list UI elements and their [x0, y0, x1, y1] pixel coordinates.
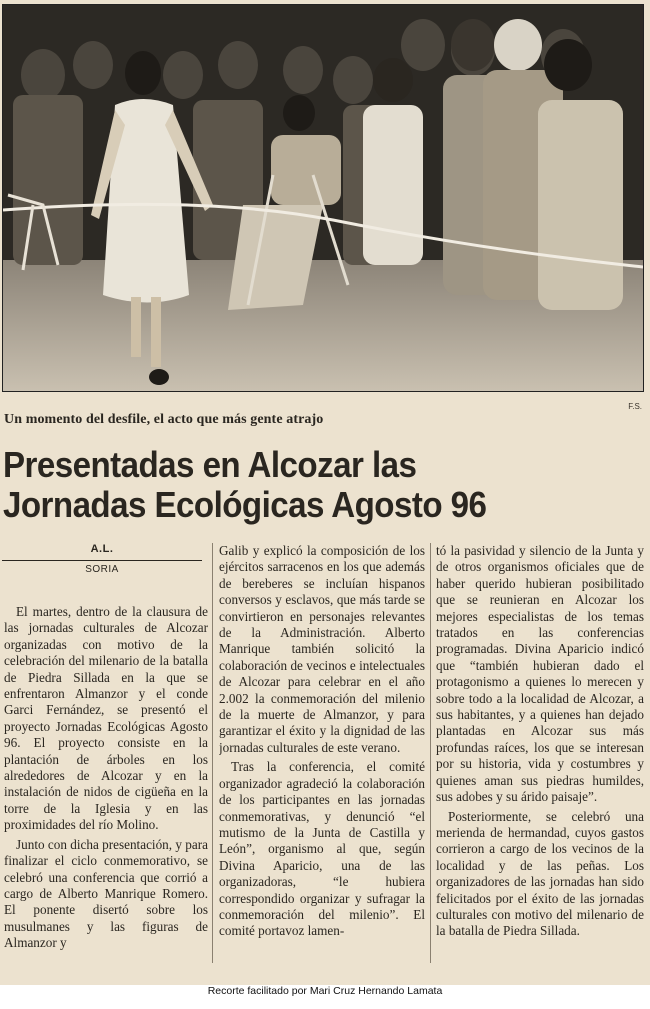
- photo-caption: Un momento del desfile, el acto que más gente atrajo: [4, 412, 324, 427]
- paragraph: Posteriormente, se celebró una merienda de hermandad, cuyos gastos corrieron a cargo de los vecinos de la localidad y de las peñas. Los organizadores de las jornadas han sido felicitados por el éxito de las jornadas culturales con motivo del milenario de la batalla de Piedra Sillada.: [436, 808, 644, 939]
- photo-credit: F.S.: [628, 402, 642, 411]
- article-column-1: [4, 604, 208, 968]
- parade-photo-illustration: [3, 5, 643, 391]
- byline: [2, 543, 202, 575]
- dateline-location: SORIA: [85, 564, 119, 575]
- author: A.L.: [90, 543, 114, 555]
- headline-line-1: Presentadas en Alcozar las: [3, 444, 417, 485]
- paragraph: tó la pasividad y silencio de la Junta y de otros organismos oficiales que de haber querido hubieran posibilitado que se reunieran en Alcozar los mejores especialistas de los temas tratados en las conferencias programadas. Divina Aparicio indicó que “también hubieran dado el protagonismo a quienes lo merecen y sobre todo a la localidad de Alcozar, a sus habitantes, y a quienes han dejado plantadas en Alcozar sus más profundas raíces, los que se interesan por su historia, vida y costumbres y quienes aman sus piedras humildes, sus adobes y su árido paisaje”.: [436, 543, 644, 805]
- paragraph: El martes, dentro de la clausura de las jornadas culturales de Alcozar organizadas con motivo de la celebración del milenario de la batalla de Piedra Sillada en la que se enfrentaron Almanzor y el conde Garci Fernández, se presentó el proyecto Jornadas Ecológicas Agosto 96. El proyecto consiste en la plantación de árboles en los alrededores de Alcozar y en la instalación de nidos de cigüeña en la torre de la Iglesia y en las proximidades del río Molino.: [4, 604, 208, 833]
- parade-photo: [2, 4, 644, 392]
- article-column-2: [219, 543, 425, 968]
- headline-line-2: Jornadas Ecológicas Agosto 96: [3, 484, 487, 525]
- paragraph: Junto con dicha presentación, y para finalizar el ciclo conmemorativo, se celebró una conferencia que corrió a cargo de Alberto Manrique Romero. El ponente disertó sobre los musulmanes y las figuras de Almanzor y: [4, 836, 208, 951]
- paragraph: Galib y explicó la composición de los ejércitos sarracenos en los que además de bereberes se incluían hispanos conversos y esclavos, que más tarde se convirtieron en personajes relevantes de la Administración. Alberto Manrique también solicitó la colaboración de vecinos e intelectuales de Alcozar para celebrar en el año 2.002 la conmemoración del milenio de la muerte de Almanzor, y para garantizar el éxito y la dignidad de las jornadas culturales de este verano.: [219, 543, 425, 755]
- column-divider: [430, 543, 431, 963]
- article-column-3: [436, 543, 644, 968]
- clipping-attribution: Recorte facilitado por Mari Cruz Hernando Lamata: [207, 985, 443, 997]
- column-divider: [212, 543, 213, 963]
- headline: [3, 445, 592, 525]
- paragraph: Tras la conferencia, el comité organizador agradeció la colaboración de los participantes en las jornadas conmemorativas, y denunció “el mutismo de la Junta de Castilla y León”, organismo al que, según Divina Aparicio, una de las organizadoras, “le hubiera correspondido organizar y sufragar la conmemoración del milenio”. El comité portavoz lamen-: [219, 759, 425, 939]
- byline-rule: [2, 560, 202, 561]
